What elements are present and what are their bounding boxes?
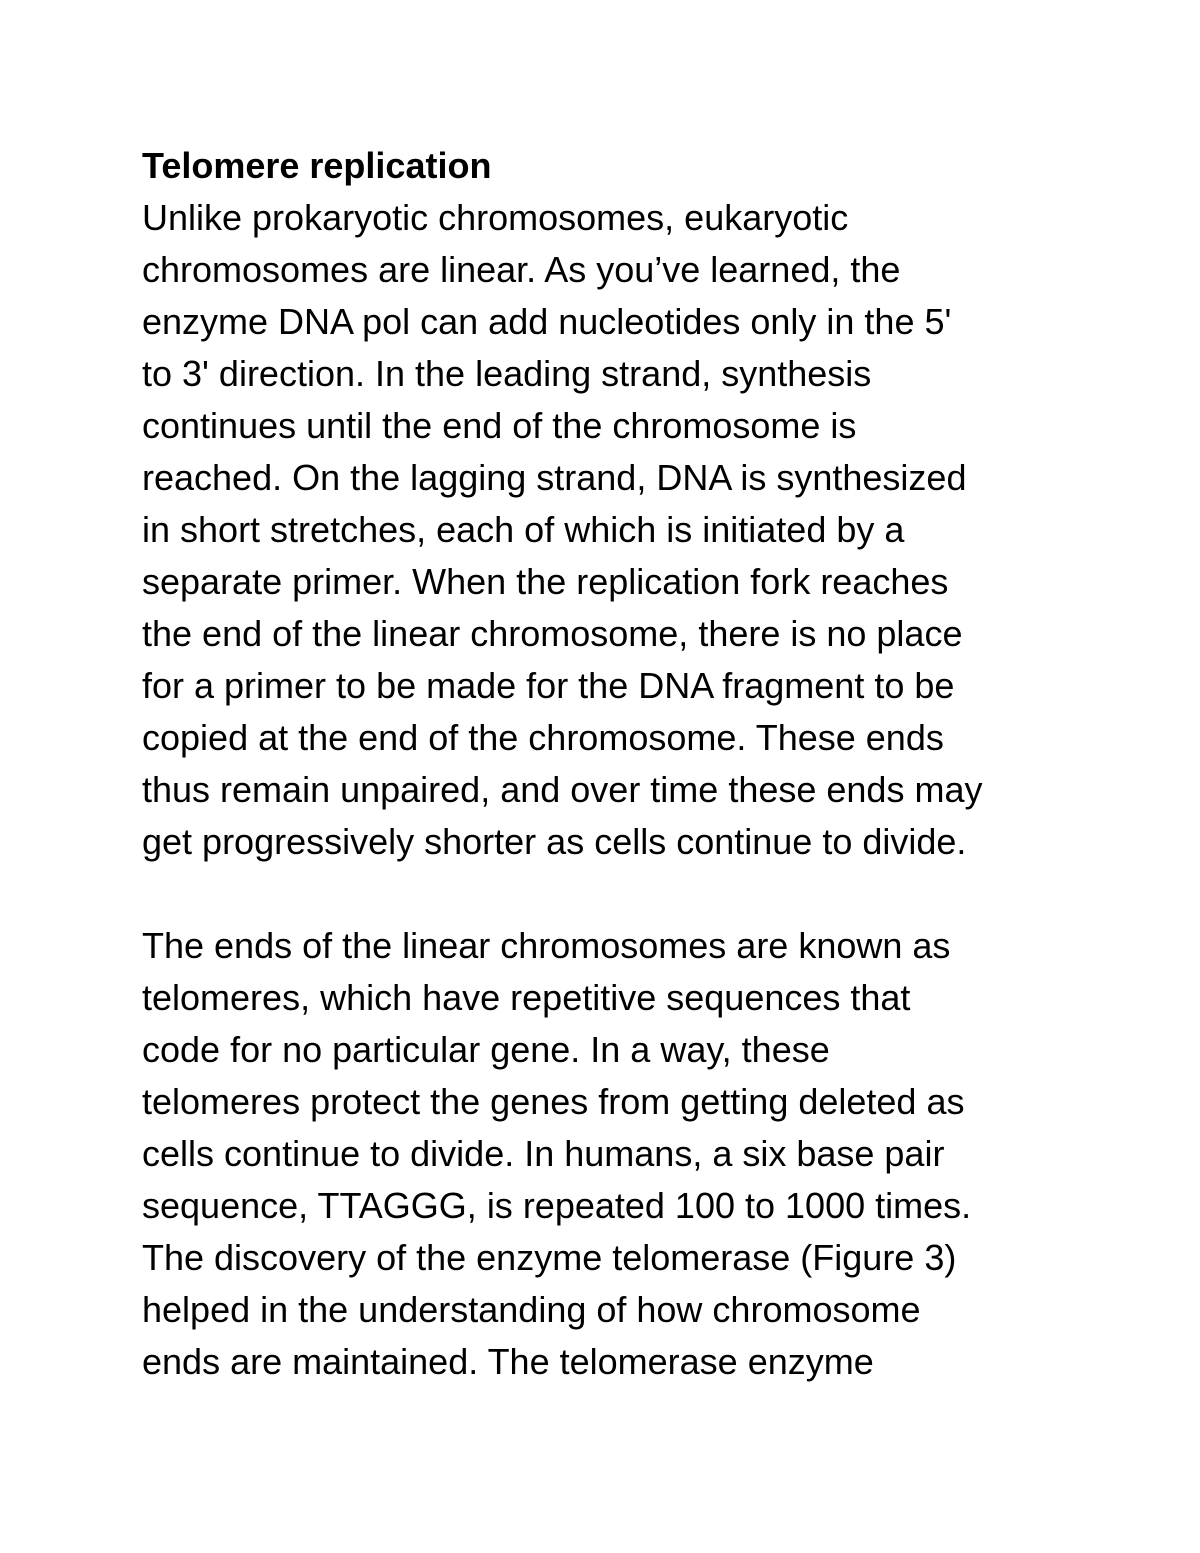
paragraph-2 <box>142 920 1102 1388</box>
text-line: enzyme DNA pol can add nucleotides only in the 5' <box>142 301 952 342</box>
text-line: the end of the linear chromosome, there is no place <box>142 613 963 654</box>
text-line: for a primer to be made for the DNA fragment to be <box>142 665 955 706</box>
text-line: continues until the end of the chromosome is <box>142 405 857 446</box>
document-body <box>142 140 1102 1388</box>
text-line: reached. On the lagging strand, DNA is synthesized <box>142 457 967 498</box>
text-line: sequence, TTAGGG, is repeated 100 to 1000 times. <box>142 1185 972 1226</box>
text-line: thus remain unpaired, and over time these ends may <box>142 769 983 810</box>
section-title: Telomere replication <box>142 145 492 186</box>
text-line: copied at the end of the chromosome. These ends <box>142 717 944 758</box>
text-line: to 3' direction. In the leading strand, synthesis <box>142 353 872 394</box>
text-line: helped in the understanding of how chromosome <box>142 1289 921 1330</box>
paragraph-1 <box>142 192 1102 868</box>
text-line: The discovery of the enzyme telomerase (Figure 3) <box>142 1237 957 1278</box>
text-line: get progressively shorter as cells continue to divide. <box>142 821 967 862</box>
text-line: chromosomes are linear. As you’ve learned, the <box>142 249 901 290</box>
text-line: telomeres, which have repetitive sequences that <box>142 977 911 1018</box>
text-line: Unlike prokaryotic chromosomes, eukaryotic <box>142 197 849 238</box>
text-line: telomeres protect the genes from getting deleted as <box>142 1081 965 1122</box>
text-line: code for no particular gene. In a way, these <box>142 1029 830 1070</box>
text-line: ends are maintained. The telomerase enzyme <box>142 1341 874 1382</box>
text-line: in short stretches, each of which is initiated by a <box>142 509 905 550</box>
text-line: The ends of the linear chromosomes are known as <box>142 925 951 966</box>
text-line: cells continue to divide. In humans, a six base pair <box>142 1133 945 1174</box>
text-line: separate primer. When the replication fork reaches <box>142 561 949 602</box>
paragraph-spacer <box>142 868 1102 920</box>
